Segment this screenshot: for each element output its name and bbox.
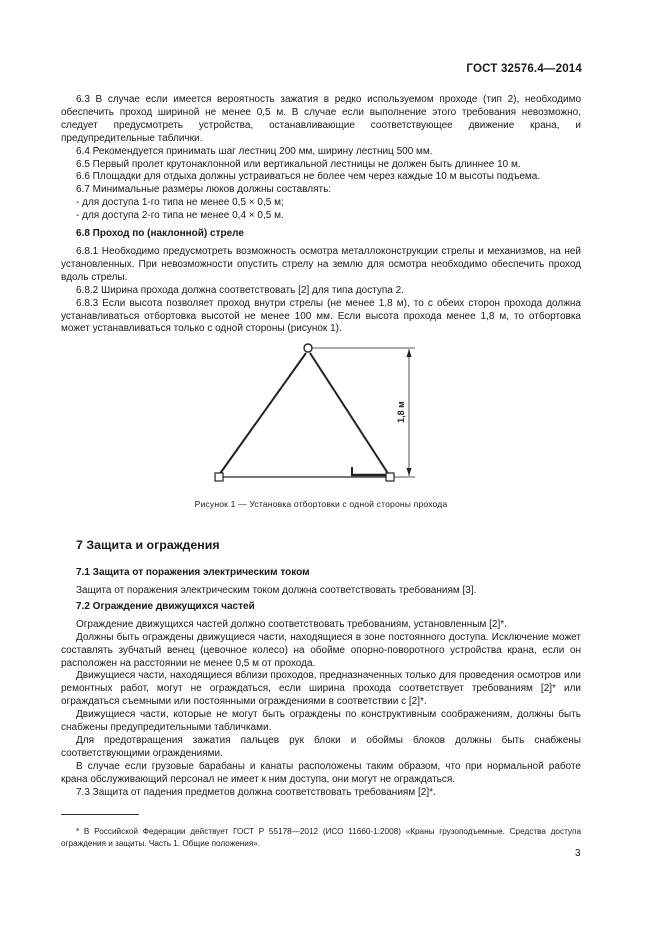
paragraph-7-2-b: Должны быть ограждены движущиеся части, находящиеся в зоне постоянного доступа. Исключение может составлять зубчатый венец (цевочное колесо) на обойме опорно-поворотного устройства крана, если он расположен на расстоянии не менее 0,5 м от прохода. (61, 631, 581, 669)
section-7-heading: 7 Защита и ограждения (76, 538, 220, 553)
paragraph-6-8-1: 6.8.1 Необходимо предусмотреть возможность осмотра металлоконструкции стрелы и механизмов, на ней установленных. При невозможности опустить стрелу на землю для осмотра необходимо обеспечить проход вдоль стрелы. (61, 245, 581, 283)
dimension-label: 1,8 м (396, 401, 406, 424)
paragraph-7-1: Защита от поражения электрическим током должна соответствовать требованиям [3]. (76, 585, 477, 597)
paragraph-6-4: 6.4 Рекомендуется принимать шаг лестниц 200 мм, ширину лестниц 500 мм. (76, 145, 433, 157)
heading-7-2: 7.2 Ограждение движущихся частей (76, 600, 255, 612)
list-item-access-type-2: - для доступа 2-го типа не менее 0,4 × 0,5 м. (76, 210, 284, 222)
paragraph-7-2-c: Движущиеся части, находящиеся вблизи проходов, предназначенных только для проведения осмотров или ремонтных работ, могут не ограждаться, если ширина прохода соответствует требованиям [2]* или ограждаться съемными или постоянными ограждениями в соответствии с [2]*. (61, 670, 581, 708)
dimension-arrow-top (407, 349, 412, 357)
page-number: 3 (575, 848, 581, 859)
figure-1 (61, 342, 581, 492)
footnote-text: * В Российской Федерации действует ГОСТ Р 55178—2012 (ИСО 11660-1:2008) «Краны грузоподъемные. Средства доступа ограждения и защиты. Часть 1. Общие положения». (61, 826, 581, 848)
boom-left-chord (219, 353, 306, 475)
footnote (61, 826, 581, 850)
footnote-divider (61, 814, 139, 815)
paragraph-6-8-2: 6.8.2 Ширина прохода должна соответствовать [2] для типа доступа 2. (76, 284, 404, 296)
boom-left-node (215, 473, 223, 481)
boom-top-chord-node (304, 344, 312, 352)
paragraph-6-7: 6.7 Минимальные размеры люков должны составлять: (76, 184, 332, 196)
paragraph-7-2-a: Ограждение движущихся частей должно соответствовать требованиям, установленным [2]*. (76, 618, 507, 630)
paragraph-7-2-f: В случае если грузовые барабаны и канаты расположены таким образом, что при нормальной работе крана обслуживающий персонал не имеет к ним доступа, они могут не ограждаться. (61, 760, 581, 785)
boom-right-node (386, 473, 394, 481)
document-body (61, 94, 581, 850)
paragraph-7-3: 7.3 Защита от падения предметов должна соответствовать требованиям [2]*. (76, 786, 436, 798)
paragraph-6-6: 6.6 Площадки для отдыха должны устраиваться не более чем через каждые 10 м высоты подъема. (76, 171, 541, 183)
boom-right-chord (310, 353, 389, 475)
standard-header: ГОСТ 32576.4—2014 (466, 63, 582, 75)
figure-caption: Рисунок 1 — Установка отбортовки с одной стороны прохода (194, 499, 448, 510)
paragraph-7-2-d: Движущиеся части, которые не могут быть ограждены по конструктивным соображениям, должны быть снабжены предупредительными табличками. (61, 709, 581, 734)
paragraph-6-3: 6.3 В случае если имеется вероятность зажатия в редко используемом проходе (тип 2), необходимо обеспечить проход шириной не менее 0,5 м. В случае если выполнение этого требования невозможно, следует предусмотреть устройства, останавливающие соответствующее движение крана, и предупредительные таблички. (61, 94, 581, 144)
dimension-arrow-bottom (407, 468, 412, 476)
paragraph-6-5: 6.5 Первый пролет крутонаклонной или вертикальной лестницы не должен быть длиннее 10 м. (76, 158, 521, 170)
list-item-access-type-1: - для доступа 1-го типа не менее 0,5 × 0,5 м; (76, 197, 284, 209)
heading-7-1: 7.1 Защита от поражения электрическим током (76, 567, 310, 579)
heading-6-8: 6.8 Проход по (наклонной) стреле (76, 228, 244, 240)
paragraph-6-8-3: 6.8.3 Если высота позволяет проход внутри стрелы (не менее 1,8 м), то с обеих сторон прохода должна устанавливаться отбортовка высотой не менее 100 мм. Если высота прохода менее 1,8 м, то отбортовка может устанавливаться только с одной стороны (рисунок 1). (61, 297, 581, 335)
paragraph-7-2-e: Для предотвращения зажатия пальцев рук блоки и обоймы блоков должны быть снабжены соответствующими ограждениями. (61, 735, 581, 759)
boom-cross-section-drawing (61, 342, 581, 492)
